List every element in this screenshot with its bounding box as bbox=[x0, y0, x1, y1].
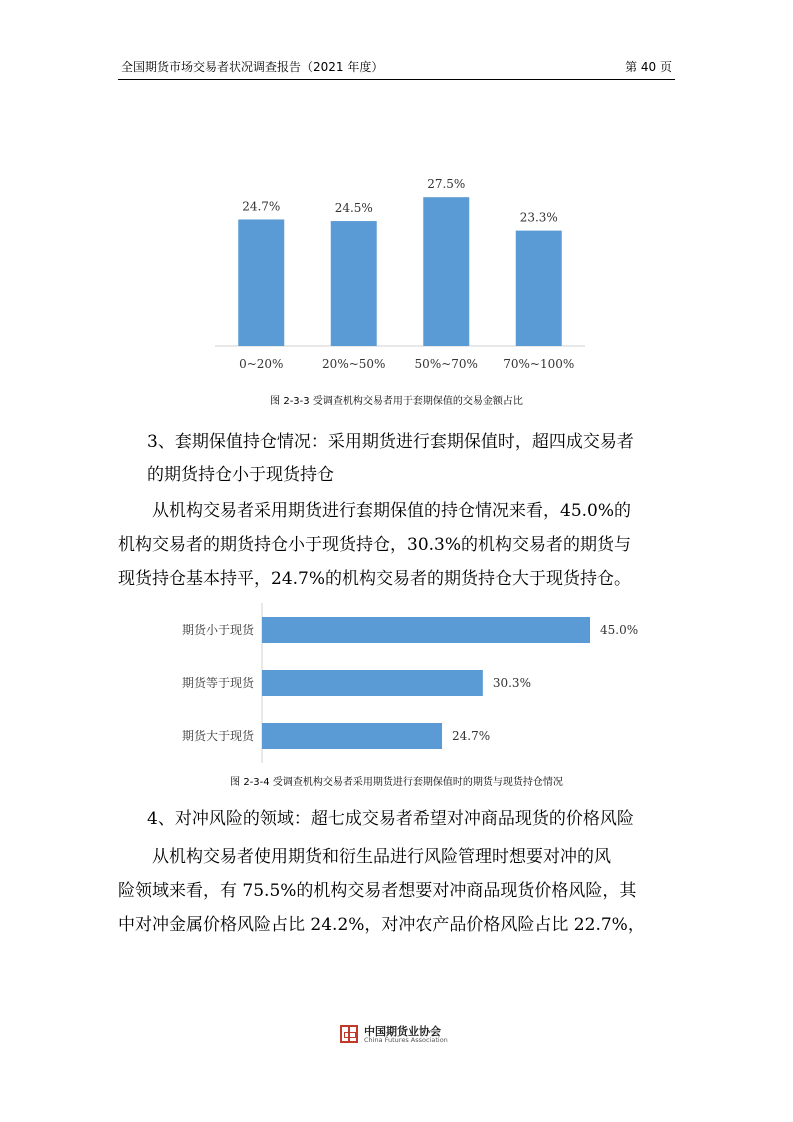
bar bbox=[331, 221, 377, 346]
bar bbox=[423, 197, 469, 346]
bar-value-label: 27.5% bbox=[427, 177, 466, 192]
bar-value-label: 24.5% bbox=[334, 201, 373, 216]
bar-value-label: 45.0% bbox=[600, 623, 639, 637]
figure-caption-2-3-3: 图 2-3-3 受调查机构交易者用于套期保值的交易金额占比 bbox=[270, 396, 523, 407]
bar-value-label: 24.7% bbox=[452, 729, 491, 743]
category-tick-label: 70%~100% bbox=[503, 357, 575, 371]
bar bbox=[238, 219, 284, 346]
section-4-paragraph-line1: 从机构交易者使用期货和衍生品进行风险管理时想要对冲的风 bbox=[152, 847, 611, 867]
section-3-heading-line2: 的期货持仓小于现货持仓 bbox=[147, 465, 334, 485]
org-name-cn: 中国期货业协会 bbox=[364, 1025, 441, 1038]
section-3-paragraph bbox=[118, 494, 678, 596]
section-4-paragraph bbox=[118, 840, 678, 942]
bar bbox=[516, 231, 562, 346]
cfa-logo-icon bbox=[340, 1025, 358, 1043]
footer-logo bbox=[340, 1023, 460, 1047]
section-4-heading-line1: 4、对冲风险的领域：超七成交易者希望对冲商品现货的价格风险 bbox=[147, 809, 634, 829]
category-label: 期货等于现货 bbox=[181, 676, 254, 690]
bar-value-label: 23.3% bbox=[519, 210, 558, 225]
category-tick-label: 0~20% bbox=[239, 357, 284, 371]
bar bbox=[262, 670, 483, 696]
report-title: 全国期货市场交易者状况调查报告（2021 年度） bbox=[121, 60, 384, 74]
bar-chart-position-svg bbox=[150, 603, 660, 763]
bar-chart-hedge-amount bbox=[215, 95, 585, 385]
page-number: 第 40 页 bbox=[625, 60, 672, 74]
section-3-paragraph-line2: 机构交易者的期货持仓小于现货持仓，30.3%的机构交易者的期货与 bbox=[118, 535, 632, 555]
bar-chart-position bbox=[150, 603, 660, 763]
section-4-paragraph-line3: 中对冲金属价格风险占比 24.2%，对冲农产品价格风险占比 22.7%， bbox=[118, 915, 645, 935]
category-label: 期货小于现货 bbox=[181, 623, 254, 637]
section-4-heading bbox=[147, 803, 687, 836]
bar-chart-hedge-amount-svg bbox=[215, 95, 585, 385]
section-3-paragraph-line3: 现货持仓基本持平，24.7%的机构交易者的期货持仓大于现货持仓。 bbox=[118, 569, 632, 589]
category-tick-label: 20%~50% bbox=[322, 357, 386, 371]
section-3-paragraph-line1: 从机构交易者采用期货进行套期保值的持仓情况来看，45.0%的 bbox=[152, 501, 632, 521]
bar bbox=[262, 617, 590, 643]
bar-value-label: 24.7% bbox=[242, 199, 281, 214]
category-tick-label: 50%~70% bbox=[414, 357, 478, 371]
bar-value-label: 30.3% bbox=[492, 676, 531, 690]
section-3-heading-line1: 3、套期保值持仓情况：采用期货进行套期保值时，超四成交易者 bbox=[147, 432, 634, 452]
figure-caption-2-3-4: 图 2-3-4 受调查机构交易者采用期货进行套期保值时的期货与现货持仓情况 bbox=[230, 777, 563, 788]
section-4-paragraph-line2: 险领域来看，有 75.5%的机构交易者想要对冲商品现货价格风险，其 bbox=[118, 881, 637, 901]
org-name-en: China Futures Association bbox=[364, 1036, 448, 1044]
page-header bbox=[121, 58, 672, 76]
section-3-heading bbox=[147, 426, 687, 492]
bar bbox=[262, 723, 442, 749]
category-label: 期货大于现货 bbox=[181, 729, 254, 743]
header-rule bbox=[118, 79, 675, 80]
